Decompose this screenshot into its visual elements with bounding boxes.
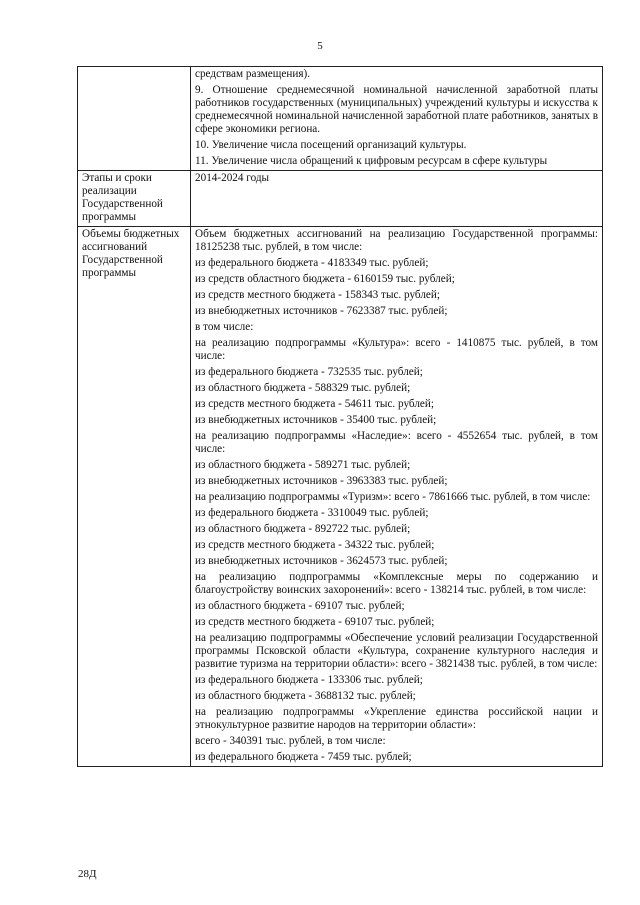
indicator-11: 11. Увеличение числа обращений к цифровым ресурсам в сфере культуры — [195, 155, 548, 167]
funding-line: из областного бюджета - 588329 тыс. рублей; — [195, 382, 411, 394]
footer-code: 28Д — [78, 868, 97, 880]
funding-line: из средств местного бюджета - 54611 тыс. рублей; — [195, 398, 434, 410]
funding-line: из областного бюджета - 892722 тыс. рублей; — [195, 523, 411, 535]
funding-line: из средств местного бюджета - 158343 тыс. рублей; — [195, 289, 440, 301]
funding-line: из областного бюджета - 589271 тыс. рублей; — [195, 459, 411, 471]
funding-line: всего - 340391 тыс. рублей, в том числе: — [195, 735, 386, 747]
row-value-indicators — [191, 67, 603, 171]
funding-line: из федерального бюджета - 3310049 тыс. рублей; — [195, 507, 429, 519]
funding-line: из областного бюджета - 69107 тыс. рублей; — [195, 600, 405, 612]
subprogram-total: на реализацию подпрограммы «Обеспечение условий реализации Государственной программы Псковской области «Культура, сохранение культурного наследия и развитие туризма на территории области»: всего - 3821438 тыс. рублей, в том числе: — [195, 632, 598, 670]
funding-line: из внебюджетных источников - 7623387 тыс. рублей; — [195, 305, 448, 317]
funding-line: в том числе: — [195, 321, 254, 333]
funding-line: из областного бюджета - 3688132 тыс. рублей; — [195, 690, 416, 702]
funding-line: из средств местного бюджета - 34322 тыс. рублей; — [195, 539, 435, 551]
subprogram-total: на реализацию подпрограммы «Туризм»: всего - 7861666 тыс. рублей, в том числе: — [195, 491, 591, 503]
table-row-funding — [78, 227, 603, 767]
funding-line: из внебюджетных источников - 3624573 тыс. рублей; — [195, 555, 448, 567]
indicator-9: 9. Отношение среднемесячной номинальной начисленной заработной платы работников государственных (муниципальных) учреждений культуры и искусства к среднемесячной номинальной начисленной заработной плате работников, занятых в сфере экономики региона. — [195, 84, 598, 135]
funding-line: из федерального бюджета - 7459 тыс. рублей; — [195, 751, 412, 763]
funding-line: из внебюджетных источников - 3963383 тыс. рублей; — [195, 475, 448, 487]
funding-total: Объем бюджетных ассигнований на реализацию Государственной программы: 18125238 тыс. рублей, в том числе: — [195, 228, 598, 253]
funding-line: из средств областного бюджета - 6160159 тыс. рублей; — [195, 273, 455, 285]
row-value-funding — [191, 227, 603, 767]
indicator-10: 10. Увеличение числа посещений организаций культуры. — [195, 139, 467, 151]
funding-line: из средств местного бюджета - 69107 тыс. рублей; — [195, 616, 435, 628]
row-label-funding: Объемы бюджетных ассигнований Государственной программы — [78, 227, 191, 767]
subprogram-total: на реализацию подпрограммы «Комплексные меры по содержанию и благоустройству воинских захоронений»: всего - 138214 тыс. рублей, в том числе: — [195, 571, 598, 596]
funding-line: из федерального бюджета - 133306 тыс. рублей; — [195, 674, 423, 686]
program-passport-table — [77, 66, 603, 767]
funding-line: из внебюджетных источников - 35400 тыс. рублей; — [195, 414, 437, 426]
row-label-stages: Этапы и сроки реализации Государственной программы — [78, 171, 191, 227]
funding-line: из федерального бюджета - 732535 тыс. рублей; — [195, 366, 423, 378]
funding-line: из федерального бюджета - 4183349 тыс. рублей; — [195, 257, 429, 269]
row-value-stages: 2014-2024 годы — [191, 171, 603, 227]
subprogram-total: на реализацию подпрограммы «Культура»: всего - 1410875 тыс. рублей, в том числе: — [195, 337, 598, 362]
page-number: 5 — [317, 40, 323, 52]
table-row-stages — [78, 171, 603, 227]
subprogram-total: на реализацию подпрограммы «Укрепление единства российской нации и этнокультурное развитие народов на территории области»: — [195, 706, 598, 731]
indicator-text: средствам размещения). — [195, 68, 310, 80]
subprogram-total: на реализацию подпрограммы «Наследие»: всего - 4552654 тыс. рублей, в том числе: — [195, 430, 598, 455]
row-label-empty — [78, 67, 191, 171]
table-row-indicators — [78, 67, 603, 171]
